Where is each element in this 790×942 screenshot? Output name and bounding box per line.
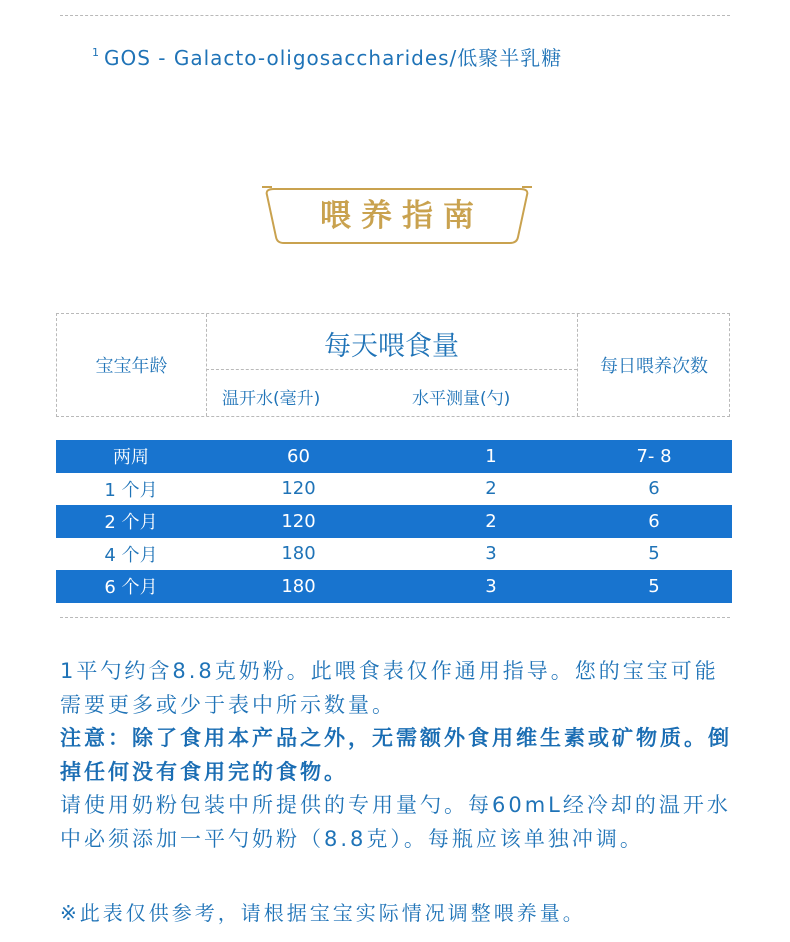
cell-times: 6	[648, 510, 660, 532]
disclaimer: ※此表仅供参考，请根据宝宝实际情况调整喂养量。	[60, 901, 586, 925]
cell-age: 两周	[113, 447, 149, 469]
cell-times: 6	[648, 478, 660, 500]
cell-water: 120	[281, 510, 316, 532]
feeding-table	[56, 440, 732, 603]
feeding-guide-badge	[262, 186, 532, 246]
cell-times: 7- 8	[636, 445, 672, 467]
feeding-notes	[60, 655, 732, 856]
cell-times: 5	[648, 543, 660, 565]
table-row	[56, 440, 732, 473]
note-scoop-info: 1平勺约含8.8克奶粉。此喂食表仅作通用指导。您的宝宝可能需要更多或少于表中所示数量。	[60, 659, 719, 717]
cell-water: 180	[281, 543, 316, 565]
cell-scoops: 3	[485, 575, 497, 597]
cell-scoops: 2	[485, 478, 497, 500]
table-row	[56, 505, 732, 538]
cell-times: 5	[648, 575, 660, 597]
table-row	[56, 538, 732, 571]
cell-water: 120	[281, 478, 316, 500]
table-header	[56, 313, 730, 417]
header-age: 宝宝年龄	[95, 356, 168, 377]
cell-age: 6 个月	[104, 577, 158, 599]
cell-age: 4 个月	[104, 544, 158, 566]
cell-scoops: 2	[485, 510, 497, 532]
header-daily-amount: 每天喂食量	[324, 331, 459, 362]
badge-title: 喂养指南	[320, 198, 484, 234]
note-warning: 注意：除了食用本产品之外，无需额外食用维生素或矿物质。倒掉任何没有食用完的食物。	[60, 726, 732, 784]
note-preparation: 请使用奶粉包装中所提供的专用量勺。每60mL经冷却的温开水中必须添加一平勺奶粉（8.8克）。每瓶应该单独冲调。	[60, 793, 731, 851]
cell-water: 60	[287, 445, 310, 467]
footnote-marker: 1	[92, 46, 100, 59]
cell-age: 2 个月	[104, 512, 158, 534]
cell-water: 180	[281, 575, 316, 597]
header-times: 每日喂养次数	[600, 356, 708, 377]
table-row	[56, 570, 732, 603]
cell-scoops: 1	[485, 445, 497, 467]
header-water: 温开水(毫升)	[222, 389, 321, 409]
footnote	[92, 42, 562, 71]
header-divider-middle	[206, 369, 577, 370]
header-scoops: 水平测量(勺)	[412, 389, 511, 409]
cell-scoops: 3	[485, 543, 497, 565]
top-divider	[60, 15, 730, 16]
cell-age: 1 个月	[104, 479, 158, 501]
mid-divider	[60, 617, 730, 618]
table-row	[56, 473, 732, 506]
footnote-text: GOS - Galacto-oligosaccharides/低聚半乳糖	[104, 46, 563, 70]
